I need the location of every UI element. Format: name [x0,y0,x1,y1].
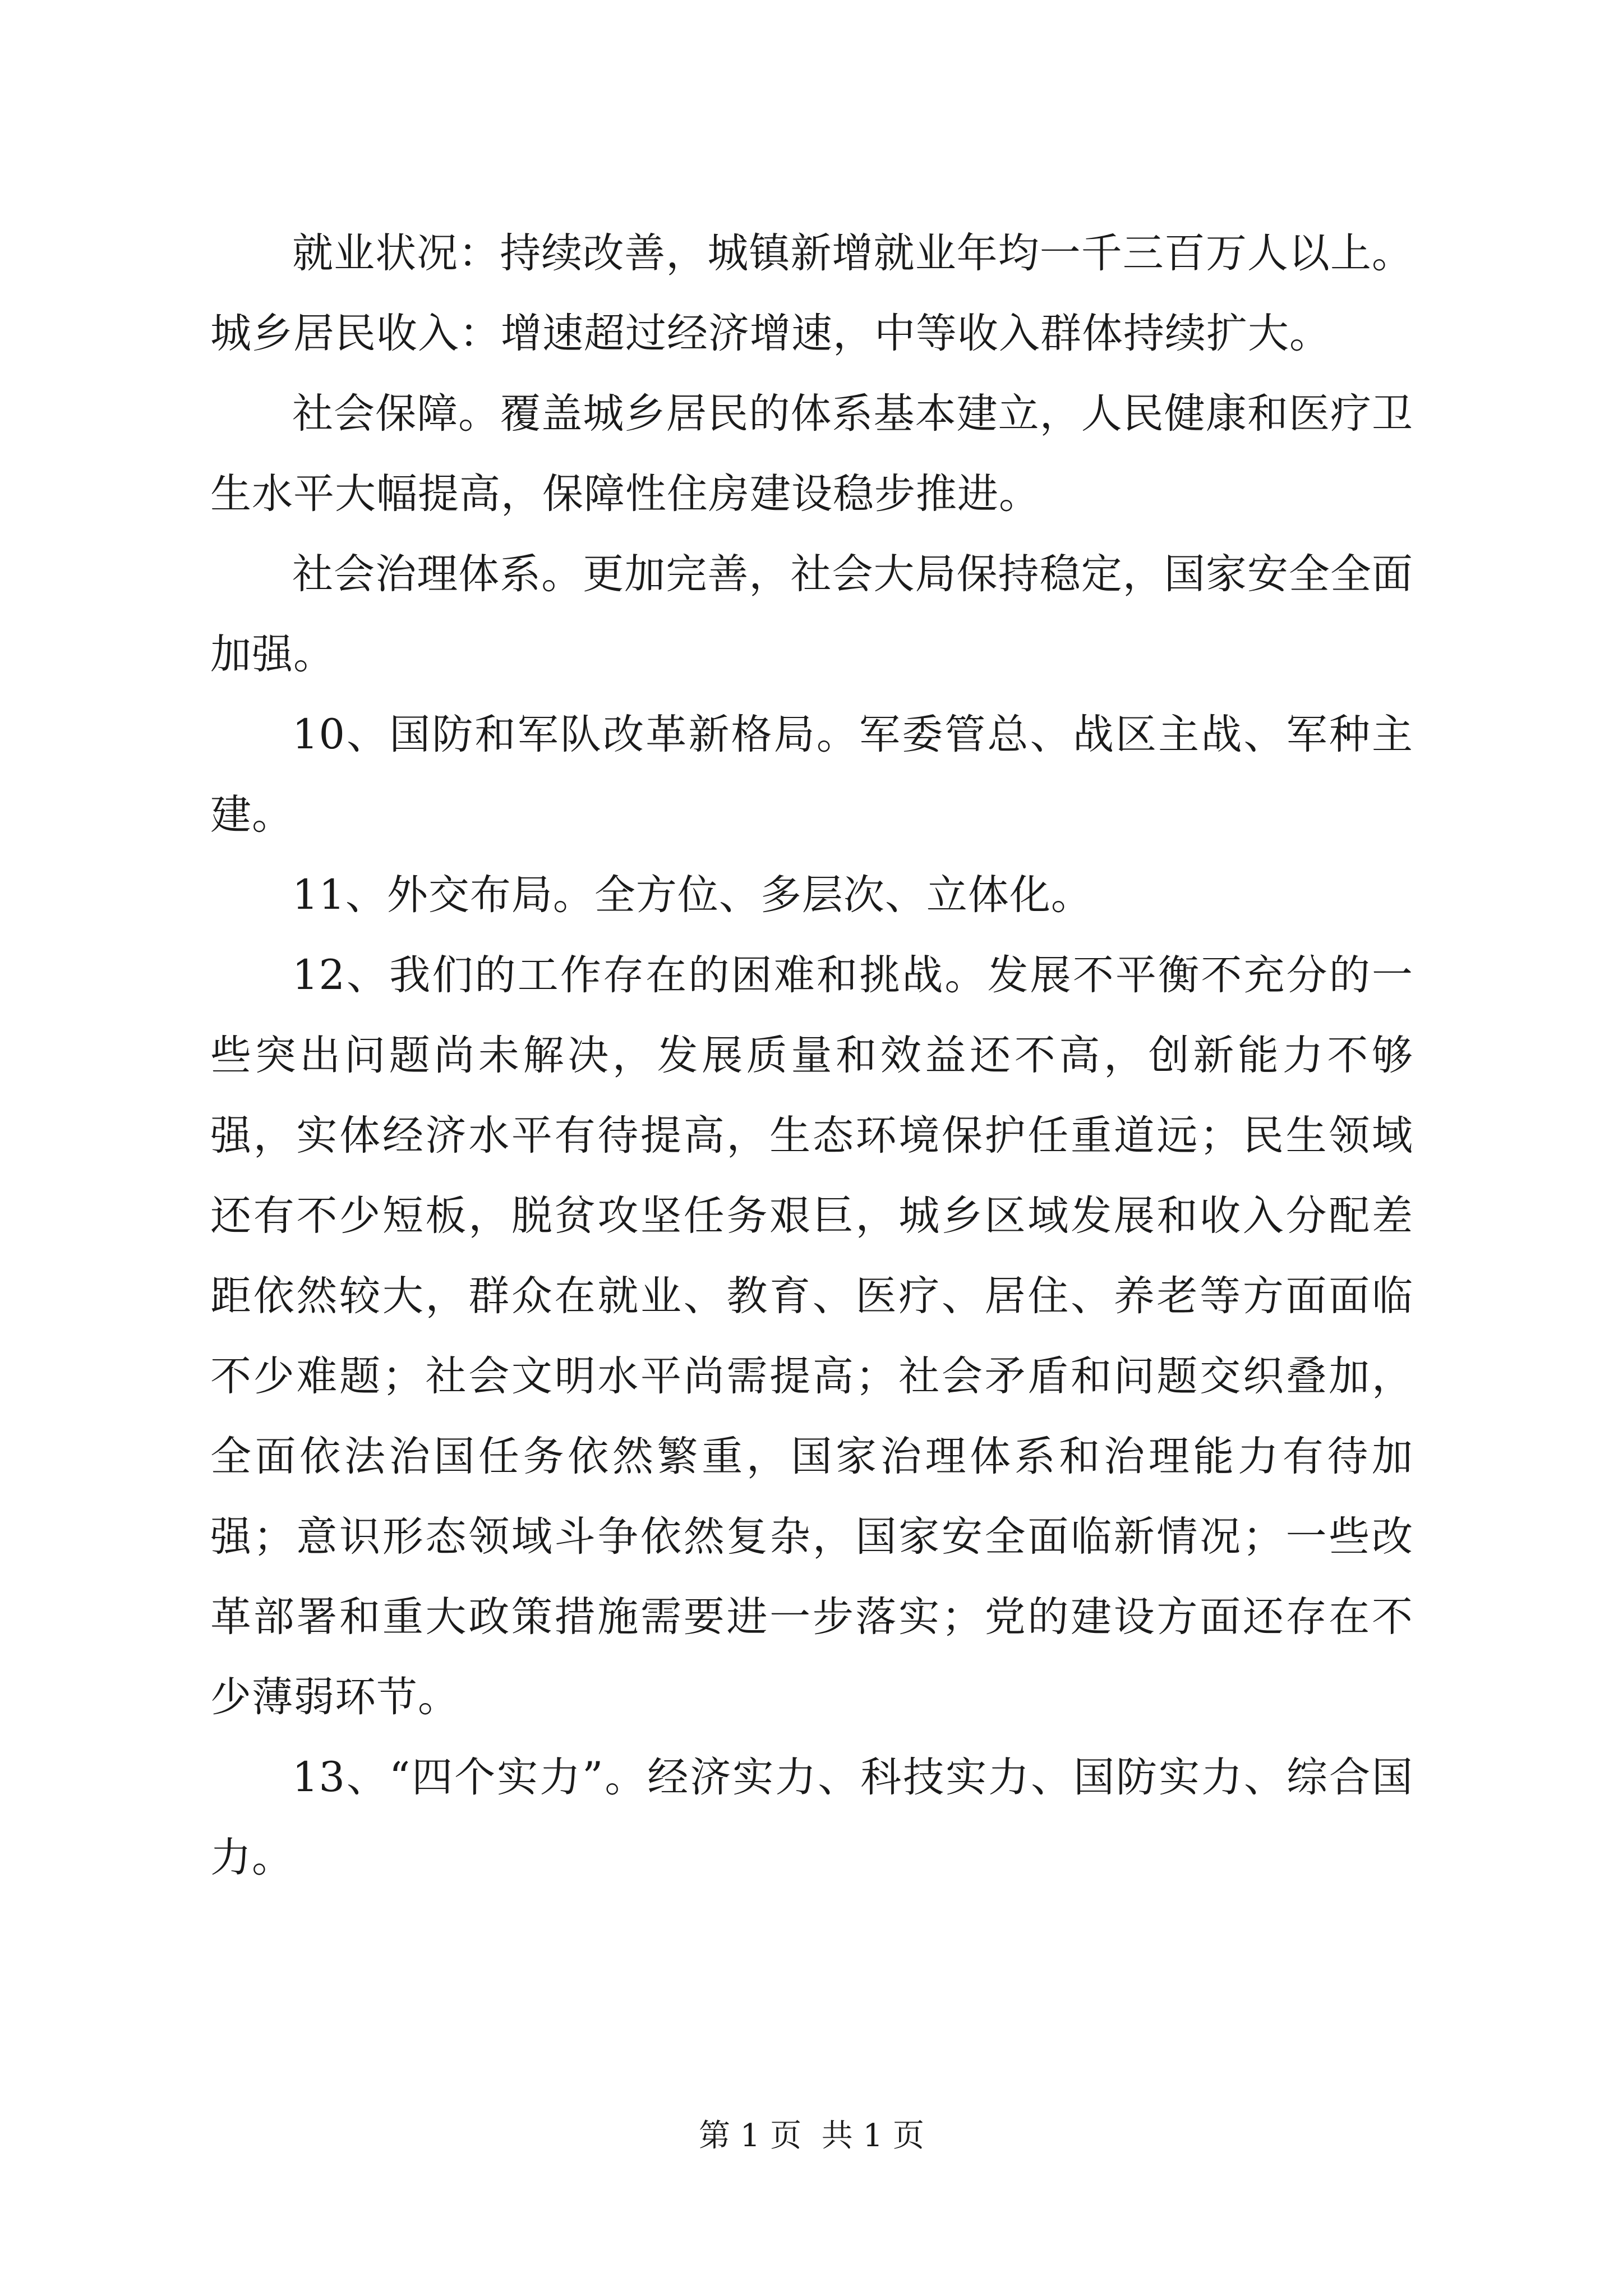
paragraph-employment-income: 就业状况：持续改善，城镇新增就业年均一千三百万人以上。城乡居民收入：增速超过经济增速，中等收入群体持续扩大。 [210,229,1413,357]
page-footer [0,2114,1623,2159]
document-body [210,213,1413,1898]
paragraph-item-13: 13、“四个实力”。经济实力、科技实力、国防实力、综合国力。 [210,1754,1413,1881]
page-number-label: 第 1 页 共 1 页 [698,2118,925,2154]
paragraph-social-security: 社会保障。覆盖城乡居民的体系基本建立，人民健康和医疗卫生水平大幅提高，保障性住房建设稳步推进。 [210,390,1413,518]
paragraph-item-11: 11、外交布局。全方位、多层次、立体化。 [292,871,1092,919]
paragraph-social-governance: 社会治理体系。更加完善，社会大局保持稳定，国家安全全面加强。 [210,550,1413,678]
paragraph-item-12: 12、我们的工作存在的困难和挑战。发展不平衡不充分的一些突出问题尚未解决，发展质量和效益还不高，创新能力不够强，实体经济水平有待提高，生态环境保护任重道远；民生领域还有不少短板，脱贫攻坚任务艰巨，城乡区域发展和收入分配差距依然较大，群众在就业、教育、医疗、居住、养老等方面面临不少难题；社会文明水平尚需提高；社会矛盾和问题交织叠加，全面依法治国任务依然繁重，国家治理体系和治理能力有待加强；意识形态领域斗争依然复杂，国家安全面临新情况；一些改革部署和重大政策措施需要进一步落实；党的建设方面还存在不少薄弱环节。 [210,951,1413,1721]
paragraph-item-10: 10、国防和军队改革新格局。军委管总、战区主战、军种主建。 [210,711,1413,839]
